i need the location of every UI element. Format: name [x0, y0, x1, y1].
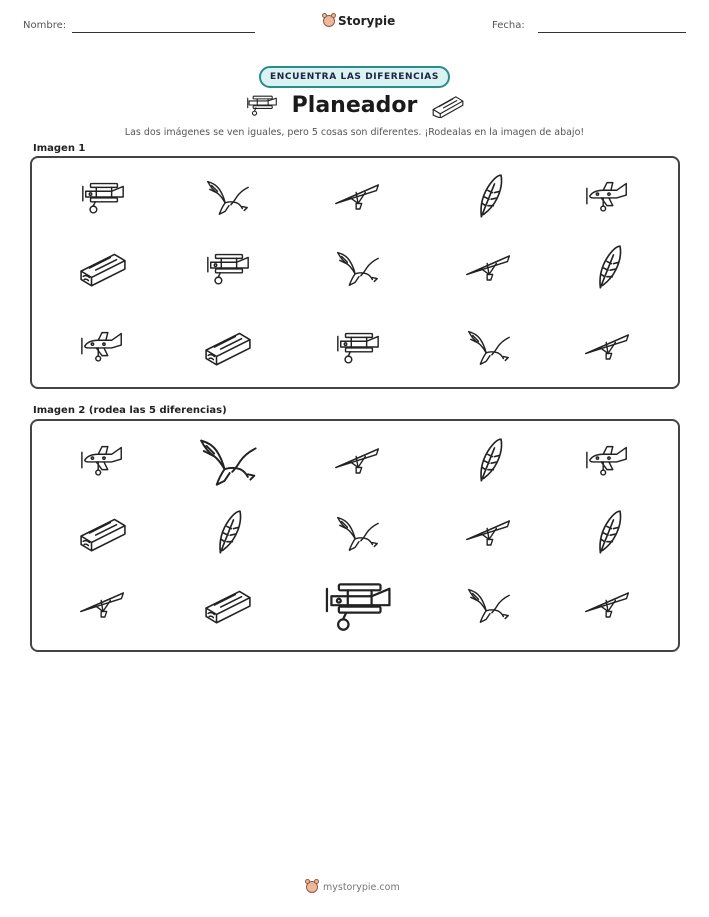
eagle-icon[interactable]: [196, 429, 261, 494]
name-label: Nombre:: [23, 20, 67, 31]
activity-badge: ENCUENTRA LAS DIFERENCIAS: [259, 66, 450, 88]
hang-glider-icon[interactable]: [334, 437, 382, 485]
date-line[interactable]: [538, 32, 686, 33]
feather-icon[interactable]: [204, 509, 252, 557]
eagle-icon[interactable]: [465, 323, 513, 371]
biplane-icon[interactable]: [334, 323, 382, 371]
hang-glider-icon[interactable]: [334, 173, 382, 221]
wood-plank-icon: [431, 94, 465, 122]
wood-plank-icon[interactable]: [204, 323, 252, 371]
instructions: Las dos imágenes se ven iguales, pero 5 cosas son diferentes. ¡Rodealas en la imagen de abajo!: [124, 127, 585, 138]
feather-icon[interactable]: [465, 437, 513, 485]
biplane-icon[interactable]: [321, 568, 395, 642]
feather-icon[interactable]: [584, 509, 632, 557]
biplane-icon[interactable]: [204, 244, 252, 292]
eagle-icon[interactable]: [334, 244, 382, 292]
date-label: Fecha:: [492, 20, 525, 31]
bear-logo-icon: [306, 881, 318, 893]
eagle-icon[interactable]: [204, 173, 252, 221]
hang-glider-icon[interactable]: [465, 244, 513, 292]
wood-plank-icon[interactable]: [79, 509, 127, 557]
brand-logo: [323, 14, 395, 28]
feather-icon[interactable]: [465, 173, 513, 221]
wood-plank-icon[interactable]: [204, 581, 252, 629]
image1-label: Imagen 1: [33, 143, 86, 154]
bear-logo-icon: [323, 15, 335, 27]
footer: [306, 881, 400, 893]
hang-glider-icon[interactable]: [584, 323, 632, 371]
name-line[interactable]: [72, 32, 255, 33]
footer-url[interactable]: mystorypie.com: [323, 881, 400, 893]
wood-plank-icon[interactable]: [79, 244, 127, 292]
eagle-icon[interactable]: [465, 581, 513, 629]
hang-glider-icon[interactable]: [584, 581, 632, 629]
brand-name: Storypie: [338, 14, 396, 28]
image2-label: Imagen 2 (rodea las 5 diferencias): [33, 405, 227, 416]
feather-icon[interactable]: [584, 244, 632, 292]
propeller-plane-icon[interactable]: [79, 437, 127, 485]
propeller-plane-icon[interactable]: [79, 323, 127, 371]
propeller-plane-icon[interactable]: [584, 437, 632, 485]
page-title: Planeador: [291, 93, 418, 118]
hang-glider-icon[interactable]: [465, 509, 513, 557]
propeller-plane-icon[interactable]: [584, 173, 632, 221]
hang-glider-icon[interactable]: [79, 581, 127, 629]
biplane-icon[interactable]: [79, 173, 127, 221]
eagle-icon[interactable]: [334, 509, 382, 557]
